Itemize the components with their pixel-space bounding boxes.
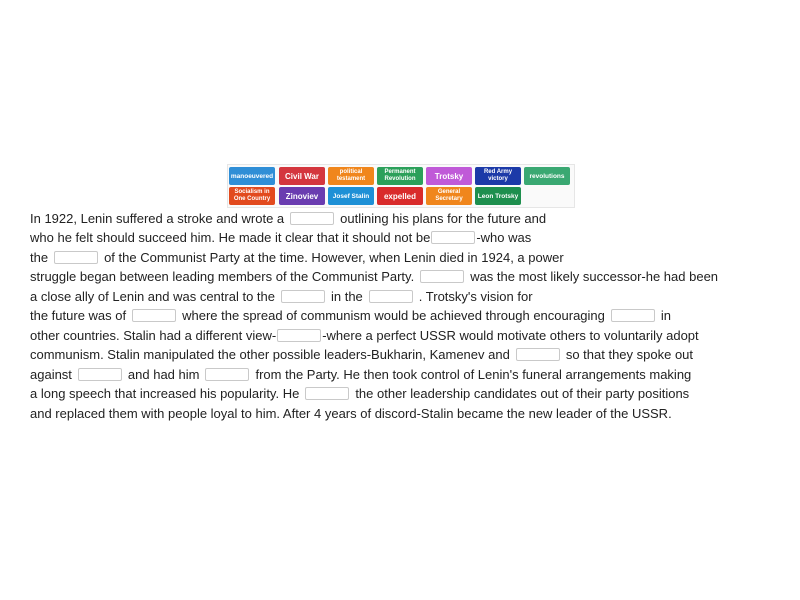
tile-expelled[interactable]: expelled (377, 187, 423, 205)
tile-zinoviev[interactable]: Zinoviev (279, 187, 325, 205)
passage-text: the other leadership candidates out of their party positions (355, 386, 690, 402)
passage-text: the (30, 250, 49, 266)
passage-line (30, 344, 693, 363)
passage-text: a long speech that increased his popularity. He (30, 386, 300, 402)
blank-10[interactable] (516, 348, 560, 361)
tile-general-secretary[interactable]: General Secretary (426, 187, 472, 205)
passage-text: in (660, 308, 672, 324)
passage-line (30, 383, 689, 402)
blank-2[interactable] (431, 231, 475, 244)
passage-text: the future was of (30, 308, 127, 324)
passage-line (30, 325, 699, 344)
passage-text: . Trotsky's vision for (418, 289, 533, 305)
tile-civil-war[interactable]: Civil War (279, 167, 325, 185)
blank-13[interactable] (305, 387, 349, 400)
tile-josef-stalin[interactable]: Josef Stalin (328, 187, 374, 205)
passage-text: who he felt should succeed him. He made it clear that it should not be (30, 230, 431, 246)
blank-4[interactable] (420, 270, 464, 283)
passage-text: from the Party. He then took control of Lenin's funeral arrangements making (255, 367, 692, 383)
passage-text: struggle began between leading members of the Communist Party. (30, 269, 415, 285)
passage-text: In 1922, Lenin suffered a stroke and wrote a (30, 211, 285, 227)
passage-text: -who was (476, 230, 532, 246)
passage-text: in the (330, 289, 363, 305)
passage-text: of the Communist Party at the time. However, when Lenin died in 1924, a power (104, 250, 564, 266)
blank-8[interactable] (611, 309, 655, 322)
blank-5[interactable] (281, 290, 325, 303)
blank-3[interactable] (54, 251, 98, 264)
passage-line (30, 305, 671, 324)
blank-9[interactable] (277, 329, 321, 342)
tile-leon-trotsky[interactable]: Leon Trotsky (475, 187, 521, 205)
blank-7[interactable] (132, 309, 176, 322)
answer-tile-tray (227, 164, 575, 208)
passage-text: outlining his plans for the future and (340, 211, 547, 227)
blank-6[interactable] (369, 290, 413, 303)
blank-12[interactable] (205, 368, 249, 381)
passage-text: against (30, 367, 72, 383)
passage-line (30, 403, 672, 422)
passage-text: was the most likely successor-he had been (470, 269, 719, 285)
passage-text: so that they spoke out (565, 347, 694, 363)
passage-text: other countries. Stalin had a different view- (30, 328, 277, 344)
passage-line (30, 286, 533, 305)
passage-line (30, 227, 531, 246)
passage-text: and had him (127, 367, 200, 383)
passage-line (30, 364, 691, 383)
tile-red-army-victory[interactable]: Red Army victory (475, 167, 521, 185)
passage-line (30, 247, 564, 266)
tile-socialism-in-one-country[interactable]: Socialism in One Country (229, 187, 275, 205)
blank-11[interactable] (78, 368, 122, 381)
passage-text: and replaced them with people loyal to him. After 4 years of discord-Stalin became the new leader of the USSR. (30, 406, 672, 422)
passage-text: a close ally of Lenin and was central to the (30, 289, 275, 305)
tile-political-testament[interactable]: political testament (328, 167, 374, 185)
passage-line (30, 208, 546, 227)
passage-text: where the spread of communism would be achieved through encouraging (182, 308, 605, 324)
tile-manoeuvered[interactable]: manoeuvered (229, 167, 275, 185)
tile-trotsky[interactable]: Trotsky (426, 167, 472, 185)
passage-text: communism. Stalin manipulated the other possible leaders-Bukharin, Kamenev and (30, 347, 510, 363)
passage-line (30, 266, 718, 285)
tile-permanent-revolution[interactable]: Permanent Revolution (377, 167, 423, 185)
passage-text: -where a perfect USSR would motivate others to voluntarily adopt (322, 328, 699, 344)
tile-revolutions[interactable]: revolutions (524, 167, 570, 185)
blank-1[interactable] (290, 212, 334, 225)
